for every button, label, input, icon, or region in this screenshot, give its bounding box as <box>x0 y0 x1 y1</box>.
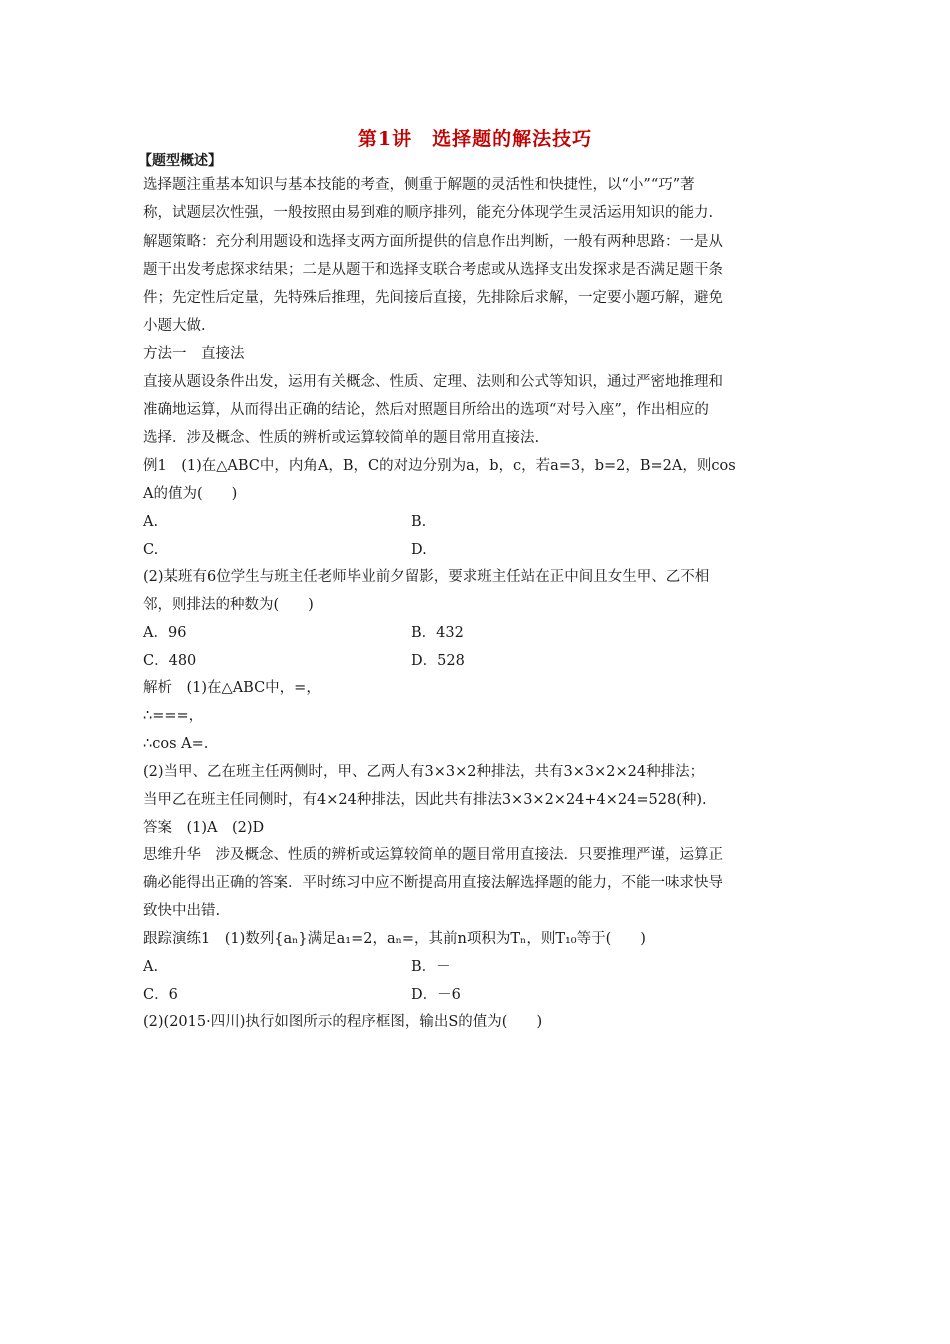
practice1-q2-line1: (2)(2015·四川)执行如图所示的程序框图，输出S的值为( ) <box>143 1014 543 1030</box>
intro-line-3: 解题策略：充分利用题设和选择支两方面所提供的信息作出判断，一般有两种思路：一是从 <box>143 234 723 250</box>
example1-q1-line1: 例1 (1)在△ABC中，内角A，B，C的对边分别为a，b，c，若a=3，b=2，B=2A，则cos <box>143 458 736 474</box>
solution-line-2: ∴===， <box>143 708 204 724</box>
intro-line-6: 小题大做. <box>143 318 206 334</box>
example1-q1-opt-b: B. <box>411 514 427 530</box>
example1-q1-opt-c: C. <box>143 542 159 558</box>
example1-q2-opt-c: C．480 <box>143 653 197 669</box>
answer-line: 答案 (1)A (2)D <box>143 820 265 836</box>
solution-line-5: 当甲乙在班主任同侧时，有4×24种排法，因此共有排法3×3×2×24+4×24=528(种). <box>143 792 707 808</box>
example1-q2-opt-b: B．432 <box>411 625 464 641</box>
reflection-line-2: 确必能得出正确的答案．平时练习中应不断提高用直接法解选择题的能力，不能一味求快导 <box>143 875 723 891</box>
page-title: 第1讲 选择题的解法技巧 <box>357 128 593 150</box>
solution-line-4: (2)当甲、乙在班主任两侧时，甲、乙两人有3×3×2种排法，共有3×3×2×24种排法； <box>143 764 705 780</box>
intro-line-1: 选择题注重基本知识与基本技能的考查，侧重于解题的灵活性和快捷性，以“小”“巧”著 <box>143 177 695 193</box>
example1-q1-opt-d: D. <box>411 542 427 558</box>
practice1-q1-opt-c: C．6 <box>143 987 178 1003</box>
intro-line-5: 件；先定性后定量，先特殊后推理，先间接后直接，先排除后求解，一定要小题巧解，避免 <box>143 290 723 306</box>
reflection-line-1: 思维升华 涉及概念、性质的辨析或运算较简单的题目常用直接法．只要推理严谨，运算正 <box>143 847 723 863</box>
example1-q1-line2: A的值为( ) <box>143 486 238 502</box>
example1-q2-line2: 邻，则排法的种数为( ) <box>143 597 314 613</box>
method-title: 方法一 直接法 <box>143 346 245 362</box>
practice1-q1-opt-d: D．－6 <box>411 987 461 1003</box>
example1-q1-opt-a: A. <box>143 514 159 530</box>
solution-line-1: 解析 (1)在△ABC中，=， <box>143 680 321 696</box>
intro-line-2: 称，试题层次性强，一般按照由易到难的顺序排列，能充分体现学生灵活运用知识的能力. <box>143 205 714 221</box>
section-tag: 【题型概述】 <box>138 153 222 169</box>
method-desc-3: 选择．涉及概念、性质的辨析或运算较简单的题目常用直接法. <box>143 430 540 446</box>
example1-q2-opt-a: A．96 <box>143 625 187 641</box>
reflection-line-3: 致快中出错. <box>143 903 221 919</box>
solution-line-3: ∴cos A=. <box>143 736 209 752</box>
practice1-q1-line1: 跟踪演练1 (1)数列{aₙ}满足a₁=2，aₙ=，其前n项积为Tₙ，则T₁₀等于( ) <box>143 931 646 947</box>
method-desc-1: 直接从题设条件出发，运用有关概念、性质、定理、法则和公式等知识，通过严密地推理和 <box>143 374 723 390</box>
intro-line-4: 题干出发考虑探求结果；二是从题干和选择支联合考虑或从选择支出发探求是否满足题干条 <box>143 262 723 278</box>
example1-q2-line1: (2)某班有6位学生与班主任老师毕业前夕留影，要求班主任站在正中间且女生甲、乙不相 <box>143 569 710 585</box>
method-desc-2: 准确地运算，从而得出正确的结论，然后对照题目所给出的选项“对号入座”，作出相应的 <box>143 402 709 418</box>
practice1-q1-opt-a: A. <box>143 959 159 975</box>
example1-q2-opt-d: D．528 <box>411 653 465 669</box>
practice1-q1-opt-b: B．－ <box>411 959 451 975</box>
